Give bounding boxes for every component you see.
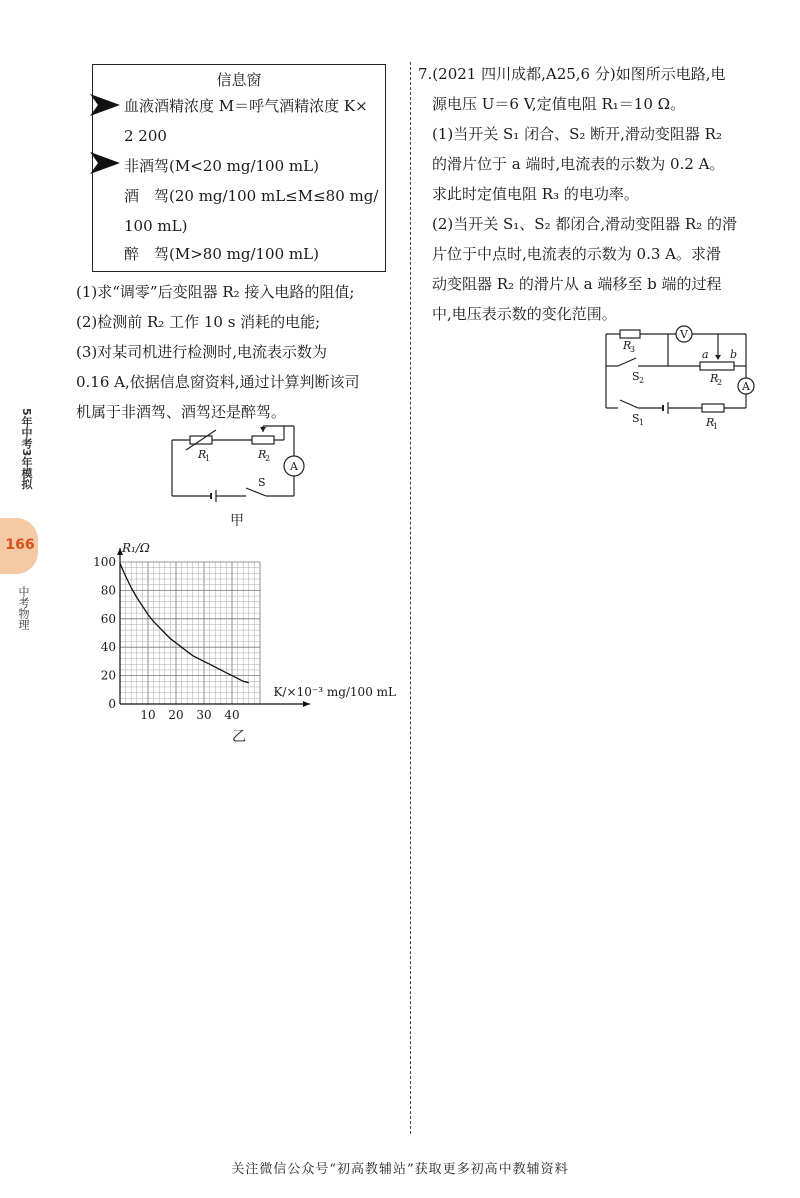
label-r2-sub: 2 xyxy=(265,454,271,463)
q7-line-5: 求此时定值电阻 R₃ 的电功率。 xyxy=(432,185,639,203)
y-tick-label: 60 xyxy=(100,611,116,626)
y-tick-label: 20 xyxy=(100,668,116,683)
subject-vertical: 中考物理 xyxy=(17,586,30,630)
info-line-5: 100 mL) xyxy=(124,217,188,235)
y-tick-label: 40 xyxy=(100,640,116,655)
x-tick-label: 30 xyxy=(196,708,212,722)
info-line-3: 非酒驾(M<20 mg/100 mL) xyxy=(124,157,319,175)
circuit-diagram-q7 xyxy=(596,322,766,434)
rheostat-r2 xyxy=(700,362,734,370)
label-voltmeter: V xyxy=(680,328,688,341)
question-part-1: (1)求“调零”后变阻器 R₂ 接入电路的阻值; xyxy=(76,283,355,301)
column-divider xyxy=(410,62,411,1134)
resistor-r1 xyxy=(702,404,724,412)
info-line-4: 酒 驾(20 mg/100 mL≤M≤80 mg/ xyxy=(124,187,379,205)
label-end-b: b xyxy=(730,348,738,361)
label-r1-sub: 1 xyxy=(205,454,211,463)
arrow-icons xyxy=(88,92,122,182)
info-line-2: 2 200 xyxy=(124,127,167,145)
label-s2: S xyxy=(632,370,640,383)
q7-line-3: (1)当开关 S₁ 闭合、S₂ 断开,滑动变阻器 R₂ xyxy=(432,125,722,143)
label-s2-sub: 2 xyxy=(639,376,645,385)
resistance-vs-k-chart xyxy=(80,535,400,725)
y-tick-label: 100 xyxy=(93,555,116,569)
caption-yi: 乙 xyxy=(232,729,246,745)
label-ammeter: A xyxy=(742,380,750,393)
info-line-1: 血液酒精浓度 M＝呼气酒精浓度 K× xyxy=(124,97,368,115)
x-tick-label: 10 xyxy=(140,708,156,722)
label-s1-sub: 1 xyxy=(639,418,645,427)
label-r2-sub: 2 xyxy=(717,378,723,387)
resistance-curve xyxy=(120,563,249,682)
switch-s1 xyxy=(620,400,638,408)
label-r1: R xyxy=(198,448,207,461)
arrow-icon xyxy=(90,152,120,174)
q7-line-7: 片位于中点时,电流表的示数为 0.3 A。求滑 xyxy=(432,245,721,263)
arrow-icon xyxy=(90,94,120,116)
label-switch-s: S xyxy=(258,476,266,489)
label-r3: R xyxy=(623,339,632,352)
q7-line-8: 动变阻器 R₂ 的滑片从 a 端移至 b 端的过程 xyxy=(432,275,722,293)
q7-line-1: 7.(2021 四川成都,A25,6 分)如图所示电路,电 xyxy=(418,65,726,83)
q7-line-6: (2)当开关 S₁、S₂ 都闭合,滑动变阻器 R₂ 的滑 xyxy=(432,215,737,233)
book-title-vertical: 5年中考3年模拟 xyxy=(20,408,33,490)
resistor-r3 xyxy=(620,330,640,338)
x-tick-label: 20 xyxy=(168,708,184,722)
label-r2: R xyxy=(710,372,719,385)
q7-line-4: 的滑片位于 a 端时,电流表的示数为 0.2 A。 xyxy=(432,155,725,173)
info-line-6: 醉 驾(M>80 mg/100 mL) xyxy=(124,245,319,263)
question-part-3-line-3: 机属于非酒驾、酒驾还是醉驾。 xyxy=(76,403,287,421)
question-part-3-line-2: 0.16 A,依据信息窗资料,通过计算判断该司 xyxy=(76,373,360,391)
label-r3-sub: 3 xyxy=(630,345,636,354)
caption-jia: 甲 xyxy=(230,513,244,529)
footer-note: 关注微信公众号“初高教辅站”获取更多初高中教辅资料 xyxy=(231,1162,569,1177)
label-s1: S xyxy=(632,412,640,425)
label-r2: R xyxy=(258,448,267,461)
label-end-a: a xyxy=(702,348,709,361)
y-tick-label: 80 xyxy=(100,583,116,598)
label-ammeter: A xyxy=(290,460,298,473)
page-number: 166 xyxy=(5,537,35,553)
question-part-3-line-1: (3)对某司机进行检测时,电流表示数为 xyxy=(76,343,328,361)
x-tick-label: 40 xyxy=(224,708,240,722)
q7-line-9: 中,电压表示数的变化范围。 xyxy=(432,305,617,323)
y-tick-label: 0 xyxy=(108,697,116,711)
switch-s xyxy=(246,488,266,496)
x-axis-label: K/×10⁻³ mg/100 mL xyxy=(273,685,396,699)
y-axis-label: R₁/Ω xyxy=(122,541,150,555)
circuit-diagram-jia xyxy=(160,420,310,510)
info-window-title: 信息窗 xyxy=(216,71,262,89)
rheostat-r2 xyxy=(252,436,274,444)
q7-line-2: 源电压 U＝6 V,定值电阻 R₁＝10 Ω。 xyxy=(432,95,686,113)
switch-s2 xyxy=(618,358,636,366)
question-part-2: (2)检测前 R₂ 工作 10 s 消耗的电能; xyxy=(76,313,321,331)
label-r1: R xyxy=(706,416,715,429)
label-r1-sub: 1 xyxy=(713,422,719,431)
x-axis-arrow-icon xyxy=(303,701,310,707)
